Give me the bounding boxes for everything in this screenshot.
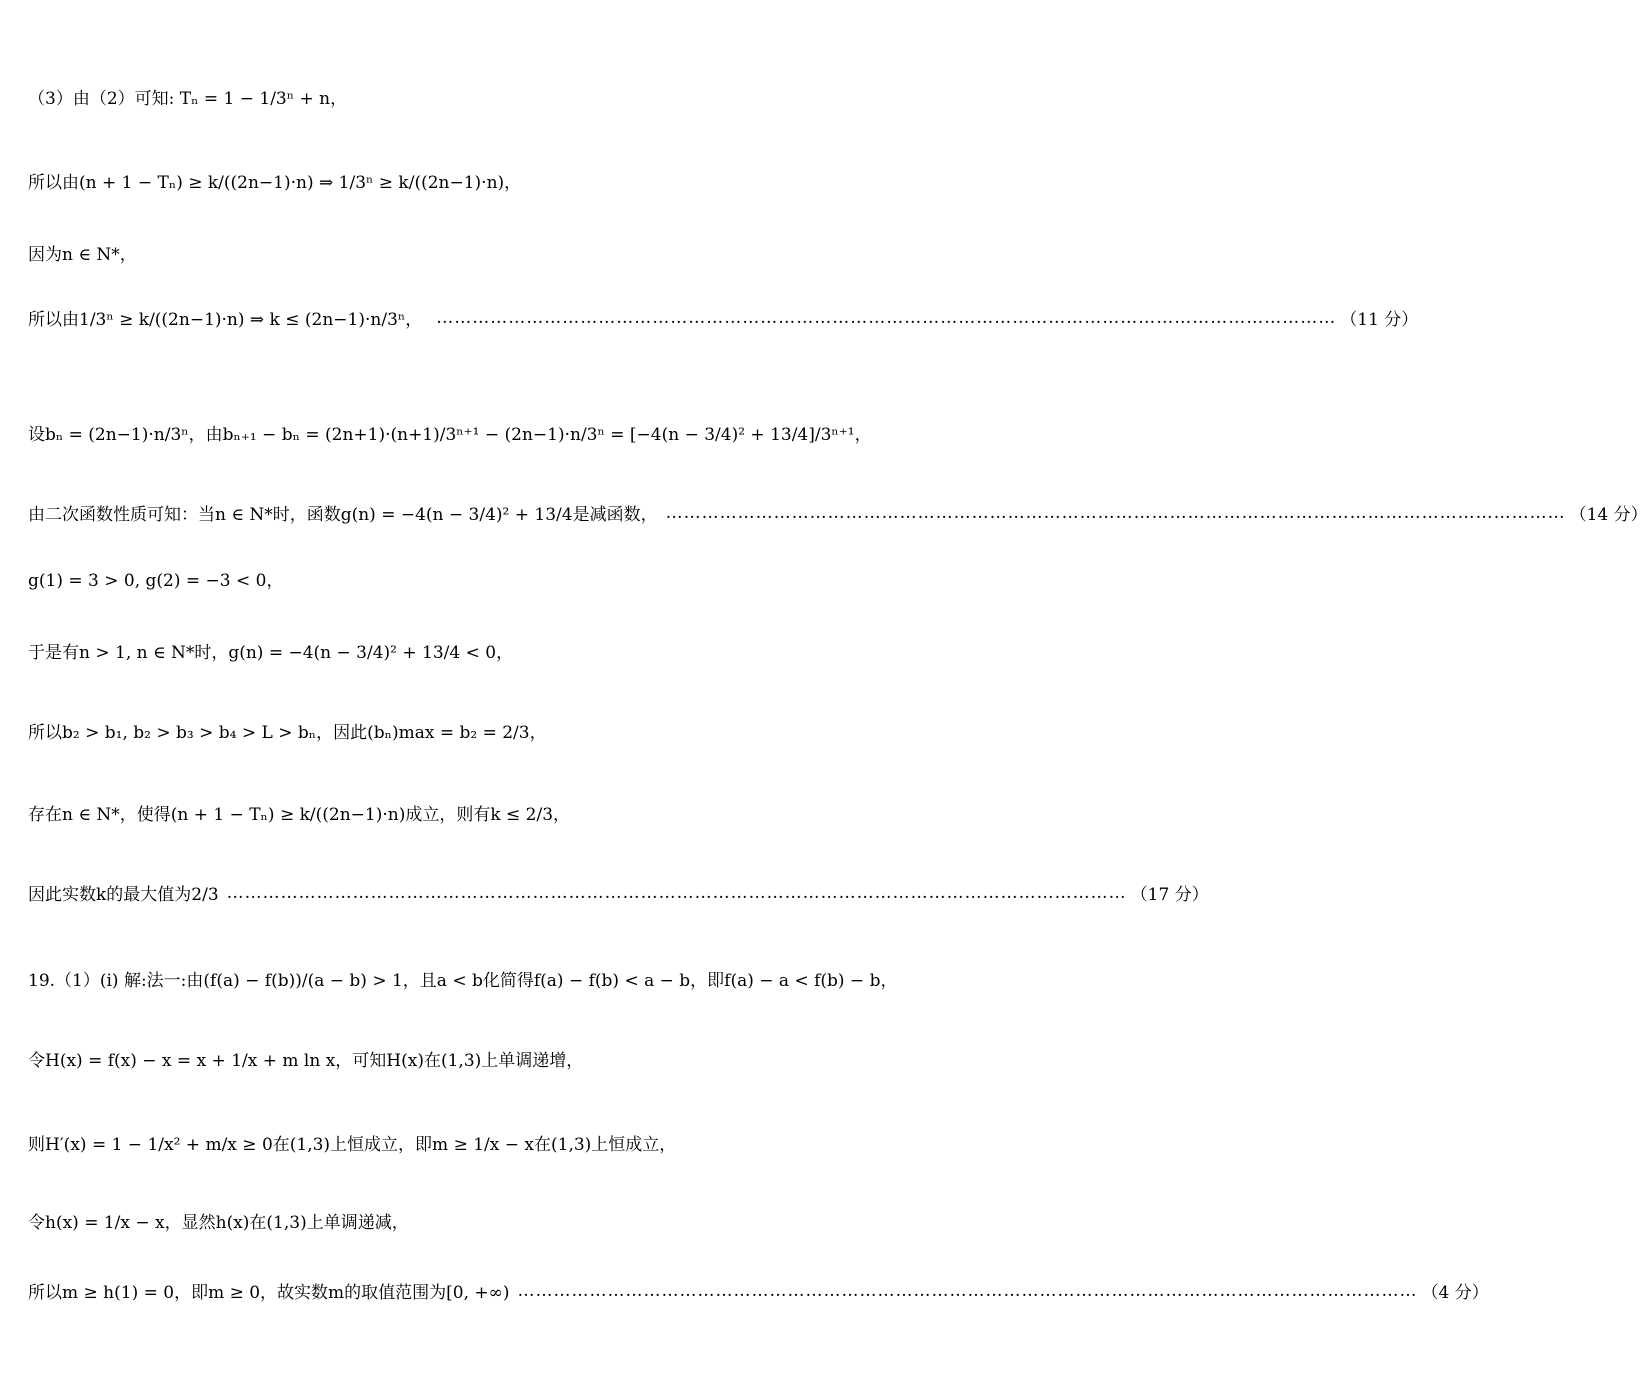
line-7 bbox=[28, 566, 880, 591]
math-text: 所以m ≥ h(1) = 0，即m ≥ 0，故实数m的取值范围为[0, +∞) bbox=[28, 1283, 510, 1303]
score-label: （4 分） bbox=[1421, 1283, 1489, 1303]
leader-dots: …………………………………………………………………………………………………………………………………… bbox=[665, 502, 1566, 523]
math-text: 令H(x) = f(x) − x = x + 1/x + m ln x，可知H(x)在(1,3)上单调递增， bbox=[28, 1051, 584, 1071]
math-text: 因为n ∈ N*， bbox=[28, 245, 137, 265]
line-16 bbox=[28, 1278, 1489, 1303]
math-text: 19.（1）(i) 解:法一:由(f(a) − f(b))/(a − b) > 1，且a < b化简得f(a) − f(b) < a − b，即f(a) − a < f(b) − b， bbox=[28, 971, 898, 991]
leader-dots: …………………………………………………………………………………………………………………………………… bbox=[226, 882, 1127, 903]
math-text: 存在n ∈ N*，使得(n + 1 − Tₙ) ≥ k/((2n−1)·n)成立，则有k ≤ 2/3， bbox=[28, 805, 571, 825]
line-15 bbox=[28, 1208, 880, 1233]
line-10 bbox=[28, 800, 880, 825]
math-text: 因此实数k的最大值为2/3 bbox=[28, 885, 219, 905]
math-text: 设bₙ = (2n−1)·n/3ⁿ，由bₙ₊₁ − bₙ = (2n+1)·(n+1)/3ⁿ⁺¹ − (2n−1)·n/3ⁿ = [−4(n − 3/4)² + 13/4]/3ⁿ⁺¹， bbox=[28, 425, 872, 445]
math-text: 令h(x) = 1/x − x，显然h(x)在(1,3)上单调递减， bbox=[28, 1213, 409, 1233]
math-text: g(1) = 3 > 0, g(2) = −3 < 0， bbox=[28, 571, 284, 591]
math-text: 由二次函数性质可知：当n ∈ N*时，函数g(n) = −4(n − 3/4)² + 13/4是减函数， bbox=[28, 505, 658, 525]
line-3 bbox=[28, 240, 880, 265]
score-label: （11 分） bbox=[1340, 310, 1419, 330]
line-5 bbox=[28, 420, 880, 445]
line-12 bbox=[28, 966, 898, 991]
line-1 bbox=[28, 84, 880, 109]
score-label: （17 分） bbox=[1130, 885, 1209, 905]
math-text: 所以由(n + 1 − Tₙ) ≥ k/((2n−1)·n) ⇒ 1/3ⁿ ≥ k/((2n−1)·n)， bbox=[28, 173, 522, 193]
line-4 bbox=[28, 305, 1419, 330]
leader-dots: …………………………………………………………………………………………………………………………………… bbox=[436, 307, 1337, 328]
leader-dots: …………………………………………………………………………………………………………………………………… bbox=[517, 1280, 1418, 1301]
math-text: 所以由1/3ⁿ ≥ k/((2n−1)·n) ⇒ k ≤ (2n−1)·n/3ⁿ， bbox=[28, 310, 423, 330]
math-text: 所以b₂ > b₁, b₂ > b₃ > b₄ > L > bₙ，因此(bₙ)max = b₂ = 2/3， bbox=[28, 723, 547, 743]
line-2 bbox=[28, 168, 880, 193]
line-6 bbox=[28, 500, 1648, 525]
line-11 bbox=[28, 880, 1209, 905]
line-14 bbox=[28, 1130, 880, 1155]
math-text: （3）由（2）可知: Tₙ = 1 − 1/3ⁿ + n， bbox=[28, 89, 348, 109]
line-13 bbox=[28, 1046, 880, 1071]
math-text: 则H′(x) = 1 − 1/x² + m/x ≥ 0在(1,3)上恒成立，即m ≥ 1/x − x在(1,3)上恒成立， bbox=[28, 1135, 677, 1155]
line-8 bbox=[28, 638, 880, 663]
line-9 bbox=[28, 718, 880, 743]
math-text: 于是有n > 1, n ∈ N*时，g(n) = −4(n − 3/4)² + 13/4 < 0， bbox=[28, 643, 514, 663]
score-label: （14 分） bbox=[1569, 505, 1648, 525]
